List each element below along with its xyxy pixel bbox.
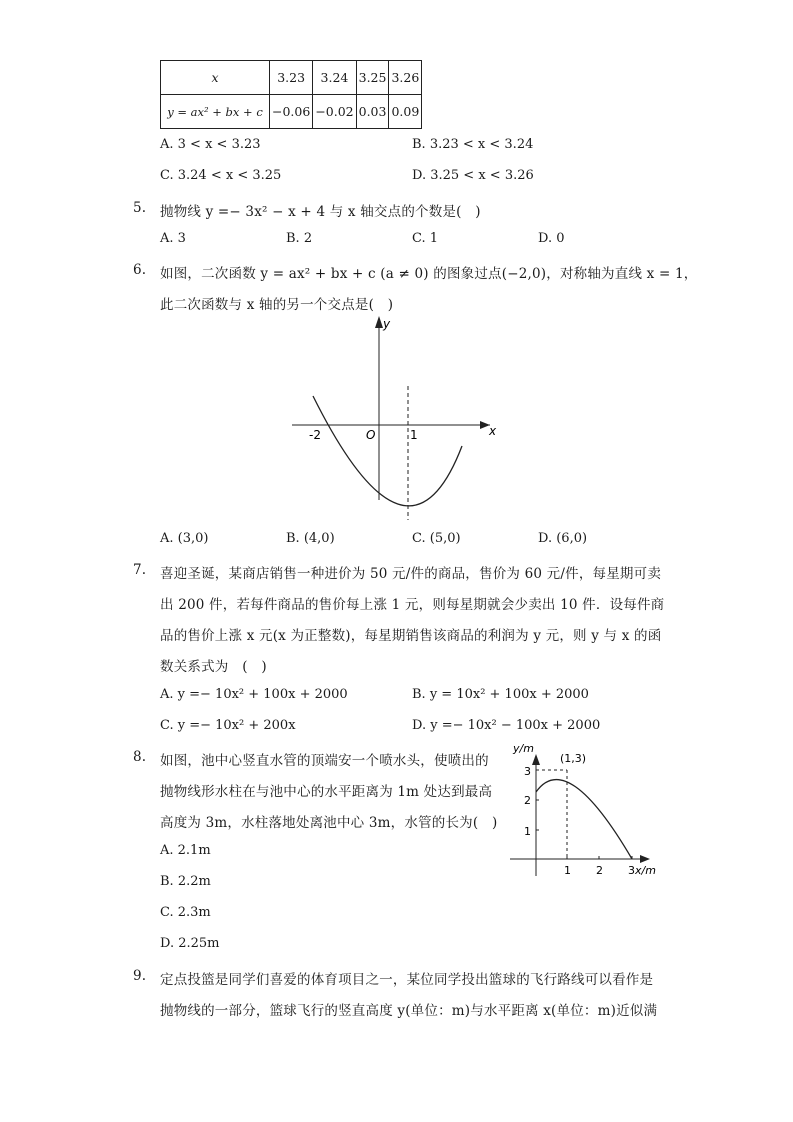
question-number: 8. [133,749,147,765]
q5-option-d[interactable]: D. 0 [538,231,565,246]
q6-option-c[interactable]: C. (5,0) [412,531,461,546]
table-cell: −0.06 [270,95,313,129]
q4-option-c[interactable]: C. 3.24 < x < 3.25 [160,168,282,183]
q6-option-b[interactable]: B. (4,0) [286,531,335,546]
question-text: 喜迎圣诞，某商店销售一种进价为 50 元/件的商品，售价为 60 元/件，每星期可卖 [160,566,662,582]
question-text: 品的售价上涨 x 元(x 为正整数)，每星期销售该商品的利润为 y 元，则 y 与 x 的函 [160,628,662,644]
question-number: 7. [133,562,147,578]
tick-label: 1 [410,428,418,442]
x-axis-label: x [489,424,497,438]
table-cell: −0.02 [313,95,356,129]
q7-option-c[interactable]: C. y =− 10x² + 200x [160,718,296,733]
question-number: 5. [133,200,147,216]
tick-label: 3 [524,765,531,778]
tick-label: -2 [309,428,321,442]
question-text: 高度为 3m，水柱落地处离池中心 3m，水管的长为( ) [160,815,498,831]
q5-option-a[interactable]: A. 3 [160,231,186,246]
question-text: 抛物线 y =− 3x² − x + 4 与 x 轴交点的个数是( ) [160,204,481,220]
y-axis-arrow-icon [532,754,540,765]
water-parabola-curve [536,780,632,859]
q4-option-d[interactable]: D. 3.25 < x < 3.26 [412,168,534,183]
tick-label: 2 [524,794,531,807]
question-text: 如图，二次函数 y = ax² + bx + c (a ≠ 0) 的图象过点(−2,0)，对称轴为直线 x = 1， [160,266,698,282]
question-text: 数关系式为 ( ) [160,659,267,675]
table-header-cell: x [161,61,270,95]
q8-option-d[interactable]: D. 2.25m [160,936,220,951]
table-header-cell: 3.26 [389,61,422,95]
y-axis-label: y/m [513,742,534,755]
question-text: 定点投篮是同学们喜爱的体育项目之一，某位同学投出篮球的飞行路线可以看作是 [160,972,654,988]
question-number: 9. [133,968,147,984]
q7-option-b[interactable]: B. y = 10x² + 100x + 2000 [412,687,589,702]
q4-option-a[interactable]: A. 3 < x < 3.23 [160,137,261,152]
table-cell: 0.09 [389,95,422,129]
vertex-label: (1,3) [560,752,587,765]
question-text: 如图，池中心竖直水管的顶端安一个喷水头，使喷出的 [160,753,489,769]
tick-label: 1 [524,825,531,838]
question-number: 6. [133,262,147,278]
q4-option-b[interactable]: B. 3.23 < x < 3.24 [412,137,534,152]
y-axis-label: y [383,317,391,331]
q7-option-a[interactable]: A. y =− 10x² + 100x + 2000 [160,687,348,702]
q8-option-b[interactable]: B. 2.2m [160,874,211,889]
q6-option-a[interactable]: A. (3,0) [160,531,209,546]
question-text: 抛物线形水柱在与池中心的水平距离为 1m 处达到最高 [160,784,493,800]
origin-label: O [366,428,376,442]
table-header-cell: 3.25 [356,61,389,95]
q5-option-b[interactable]: B. 2 [286,231,313,246]
x-axis-label: x/m [635,864,656,877]
q6-option-d[interactable]: D. (6,0) [538,531,588,546]
x-axis-arrow-icon [640,855,650,863]
table-header-cell: 3.24 [313,61,356,95]
q8-option-a[interactable]: A. 2.1m [160,843,211,858]
q7-option-d[interactable]: D. y =− 10x² − 100x + 2000 [412,718,601,733]
table-cell: y = ax² + bx + c [161,95,270,129]
question-text: 出 200 件，若每件商品的售价每上涨 1 元，则每星期就会少卖出 10 件．设每件商 [160,597,665,613]
question-text: 抛物线的一部分，篮球飞行的竖直高度 y(单位：m)与水平距离 x(单位：m)近似满 [160,1003,658,1019]
question-text: 此二次函数与 x 轴的另一个交点是( ) [160,297,394,313]
tick-label: 2 [596,864,603,877]
tick-label: 3 [628,864,635,877]
q8-option-c[interactable]: C. 2.3m [160,905,211,920]
table-header-cell: 3.23 [270,61,313,95]
tick-label: 1 [564,864,571,877]
table-cell: 0.03 [356,95,389,129]
q5-option-c[interactable]: C. 1 [412,231,439,246]
